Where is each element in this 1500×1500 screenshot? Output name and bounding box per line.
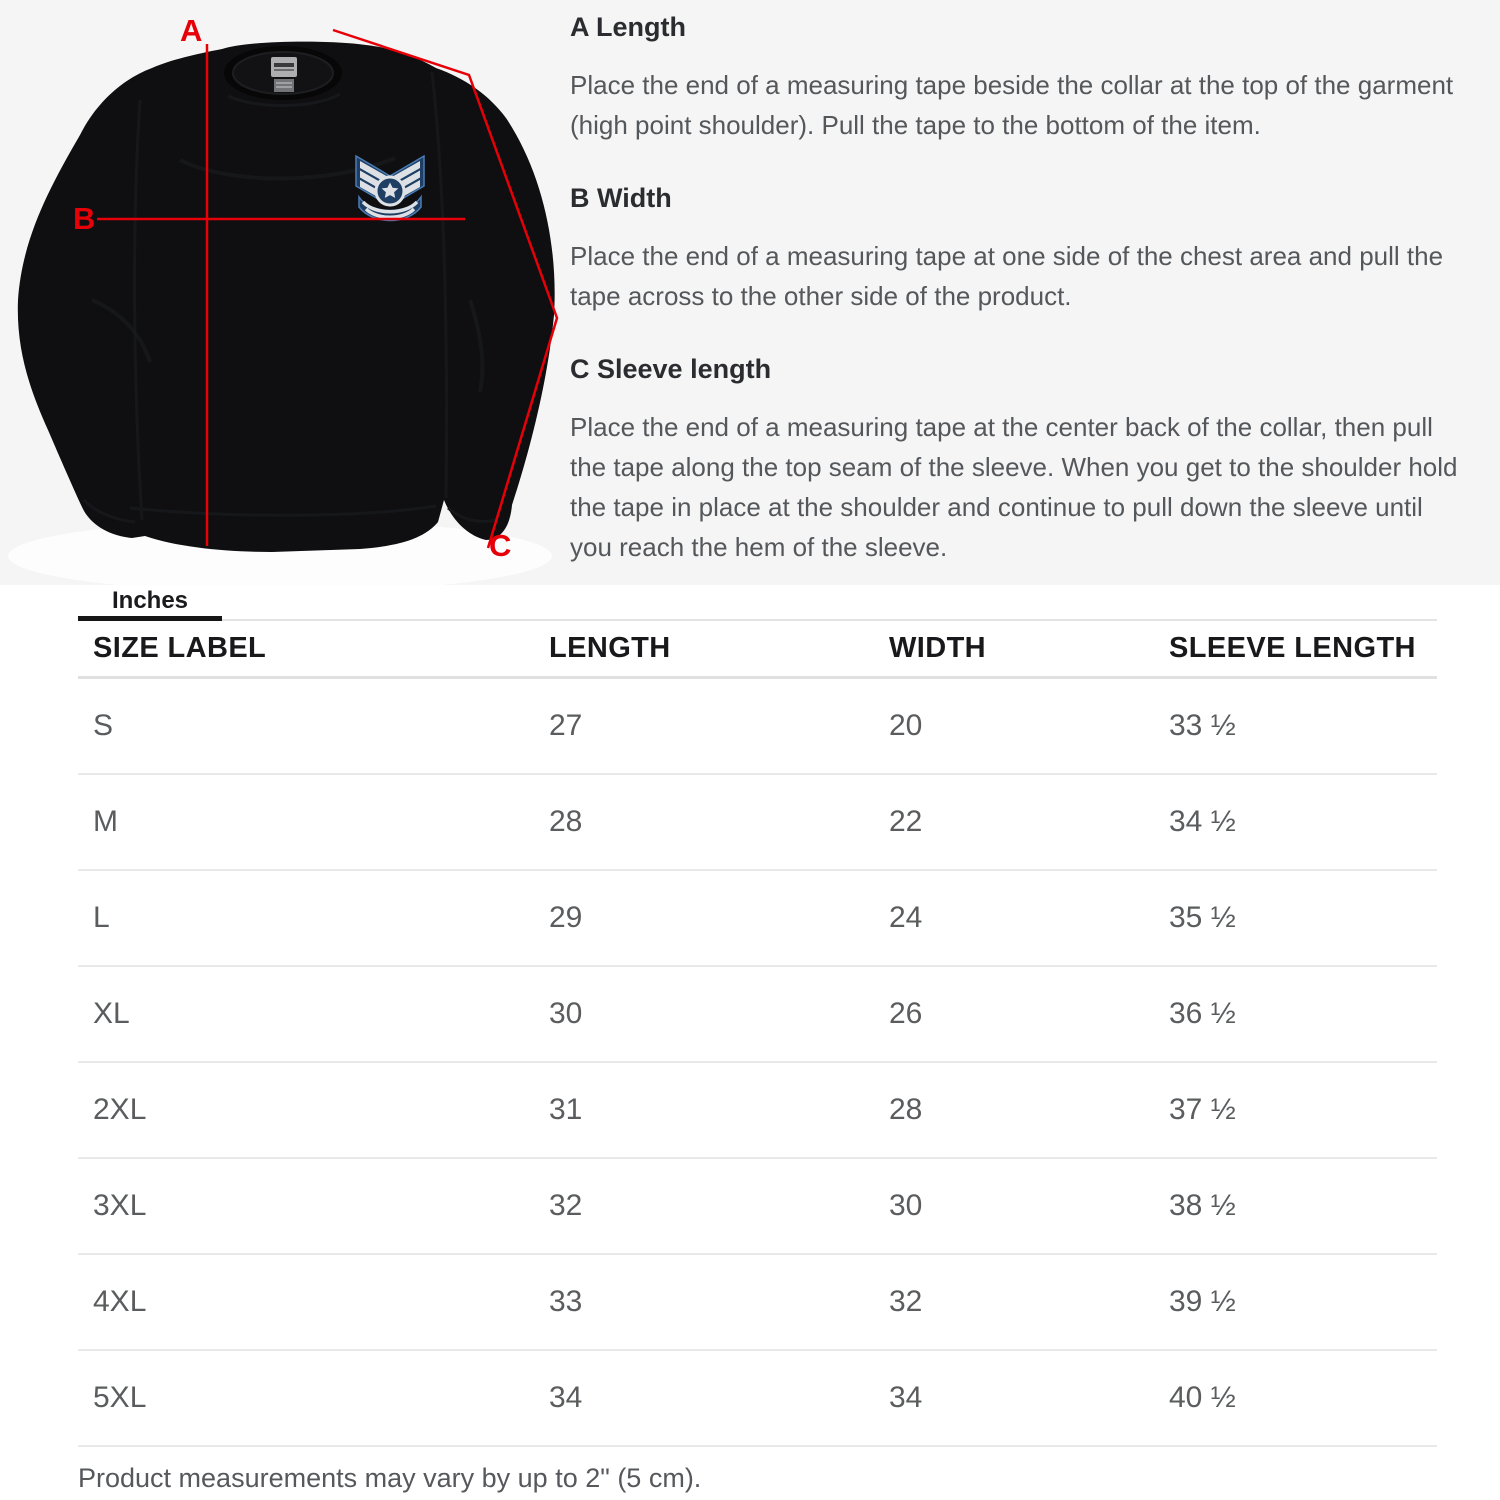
sleeve-length-cell: 33 ½ — [1169, 709, 1236, 742]
table-row — [78, 967, 1437, 1063]
size-label-cell: 2XL — [93, 1093, 147, 1126]
size-label-cell: M — [93, 805, 118, 838]
width-cell: 34 — [889, 1381, 923, 1414]
size-label-cell: L — [93, 901, 110, 934]
width-cell: 22 — [889, 805, 923, 838]
measuring-guide-section — [0, 0, 1500, 585]
length-cell: 32 — [549, 1189, 583, 1222]
sweatshirt-silhouette — [18, 42, 555, 552]
length-cell: 27 — [549, 709, 583, 742]
header-width: WIDTH — [889, 632, 987, 664]
size-label-cell: 4XL — [93, 1285, 147, 1318]
size-table-body — [78, 679, 1437, 1447]
width-cell: 28 — [889, 1093, 923, 1126]
size-table-header — [78, 621, 1437, 679]
table-row — [78, 1159, 1437, 1255]
length-cell: 30 — [549, 997, 583, 1030]
width-cell: 26 — [889, 997, 923, 1030]
width-cell: 32 — [889, 1285, 923, 1318]
marker-c-label: C — [489, 528, 512, 563]
instruction-title-length: A Length — [570, 12, 686, 42]
measurement-disclaimer: Product measurements may vary by up to 2" (5 cm). — [78, 1463, 702, 1493]
table-row — [78, 1351, 1437, 1447]
table-row — [78, 871, 1437, 967]
sleeve-length-cell: 36 ½ — [1169, 997, 1236, 1030]
tab-inches[interactable]: Inches — [78, 587, 222, 621]
sleeve-length-cell: 35 ½ — [1169, 901, 1236, 934]
instruction-body-length: Place the end of a measuring tape beside the collar at the top of the garment (high point shoulder). Pull the tape to the bottom of the item. — [570, 70, 1454, 140]
collar-tag — [271, 57, 297, 92]
size-table-section — [0, 587, 1500, 1495]
table-row — [78, 775, 1437, 871]
size-label-cell: S — [93, 709, 114, 742]
length-cell: 28 — [549, 805, 583, 838]
table-row — [78, 1255, 1437, 1351]
size-label-cell: 5XL — [93, 1381, 147, 1414]
marker-b-label: B — [73, 201, 96, 236]
header-length: LENGTH — [549, 632, 671, 664]
length-cell: 31 — [549, 1093, 583, 1126]
units-tab-bar — [78, 587, 1437, 621]
instruction-body-width: Place the end of a measuring tape at one side of the chest area and pull the tape across to the other side of the product. — [570, 241, 1444, 311]
product-measurement-figure — [0, 0, 560, 585]
marker-a-label: A — [180, 13, 203, 48]
sleeve-length-cell: 34 ½ — [1169, 805, 1236, 838]
sleeve-length-cell: 37 ½ — [1169, 1093, 1236, 1126]
measuring-instructions — [560, 0, 1500, 585]
sleeve-length-cell: 39 ½ — [1169, 1285, 1236, 1318]
header-size-label: SIZE LABEL — [93, 632, 267, 664]
width-cell: 20 — [889, 709, 923, 742]
size-label-cell: 3XL — [93, 1189, 147, 1222]
instruction-title-sleeve: C Sleeve length — [570, 354, 772, 384]
instruction-body-sleeve: Place the end of a measuring tape at the center back of the collar, then pull the tape along the top seam of the sleeve. When you get to the shoulder hold the tape in place at the shoulder and continue to pull down the sleeve until you reach the hem of the sleeve. — [570, 412, 1458, 562]
sleeve-length-cell: 40 ½ — [1169, 1381, 1236, 1414]
sleeve-length-cell: 38 ½ — [1169, 1189, 1236, 1222]
length-cell: 29 — [549, 901, 583, 934]
table-row — [78, 1063, 1437, 1159]
header-sleeve-length: SLEEVE LENGTH — [1169, 632, 1416, 664]
width-cell: 30 — [889, 1189, 923, 1222]
table-row — [78, 679, 1437, 775]
width-cell: 24 — [889, 901, 923, 934]
sweatshirt-photo — [0, 0, 560, 585]
length-cell: 33 — [549, 1285, 583, 1318]
size-label-cell: XL — [93, 997, 130, 1030]
length-cell: 34 — [549, 1381, 583, 1414]
instruction-title-width: B Width — [570, 183, 672, 213]
